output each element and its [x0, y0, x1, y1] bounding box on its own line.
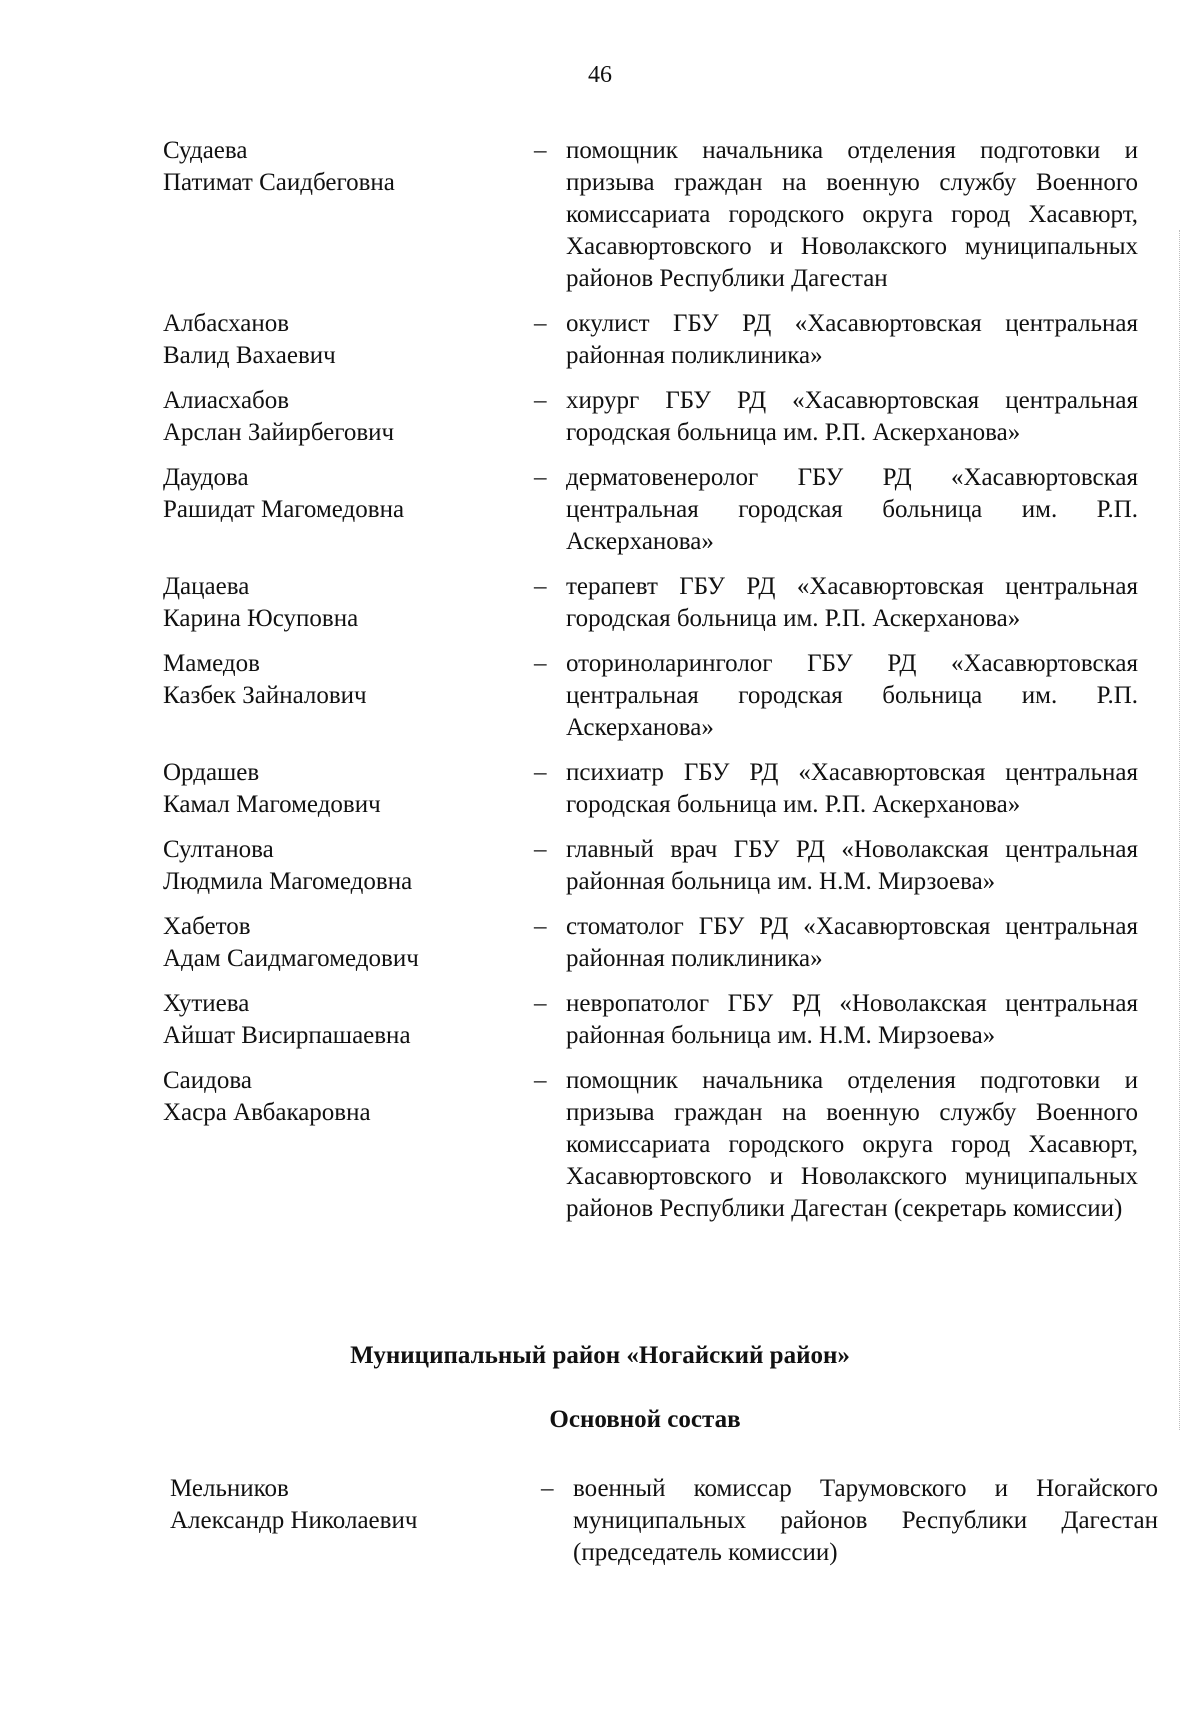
name-column — [170, 1473, 510, 1537]
given-names: Людмила Магомедовна — [163, 868, 413, 895]
name-column — [0, 308, 503, 372]
dash: – — [534, 573, 547, 600]
name-column — [0, 988, 503, 1052]
surname: Дацаева — [163, 573, 250, 600]
position-description: стоматолог ГБУ РД «Хасавюртовская центральная районная поликлиника» — [566, 913, 1138, 972]
dash: – — [534, 913, 547, 940]
position-description: помощник начальника отделения подготовки и призыва граждан на военную службу Военного комиссариата городского округа город Хасавюрт, Хасавюртовского и Новолакского муниципальных районов Республики Дагестан (секретарь комиссии) — [566, 1067, 1138, 1222]
name-column — [0, 757, 503, 821]
name-column — [0, 462, 503, 558]
given-names: Патимат Саидбеговна — [163, 169, 395, 196]
position-description: окулист ГБУ РД «Хасавюртовская центральная районная поликлиника» — [566, 310, 1138, 369]
surname: Саидова — [163, 1067, 252, 1094]
position-description: хирург ГБУ РД «Хасавюртовская центральная городская больница им. Р.П. Аскерханова» — [566, 387, 1138, 446]
position-description: терапевт ГБУ РД «Хасавюртовская центральная городская больница им. Р.П. Аскерханова» — [566, 573, 1138, 632]
position-description: невропатолог ГБУ РД «Новолакская центральная районная больница им. Н.М. Мирзоева» — [566, 990, 1138, 1049]
scan-edge-marks — [1177, 230, 1180, 1430]
dash: – — [534, 1067, 547, 1094]
dash: – — [534, 464, 547, 491]
surname: Мамедов — [163, 650, 260, 677]
position-description: дерматовенеролог ГБУ РД «Хасавюртовская центральная городская больница им. Р.П. Аскерханова» — [566, 464, 1138, 555]
surname: Хутиева — [163, 990, 250, 1017]
section-title: Муниципальный район «Ногайский район» — [350, 1342, 850, 1369]
surname: Даудова — [163, 464, 249, 491]
surname: Алиасхабов — [163, 387, 290, 414]
member-entry — [0, 308, 1200, 372]
dash: – — [534, 836, 547, 863]
dash: – — [541, 1475, 554, 1502]
given-names: Рашидат Магомедовна — [163, 496, 405, 523]
position-description: военный комиссар Тарумовского и Ногайского муниципальных районов Республики Дагестан (председатель комиссии) — [573, 1475, 1158, 1566]
given-names: Валид Вахаевич — [163, 342, 336, 369]
given-names: Александр Николаевич — [170, 1507, 418, 1534]
surname: Албасханов — [163, 310, 290, 337]
given-names: Адам Саидмагомедович — [163, 945, 419, 972]
given-names: Карина Юсуповна — [163, 605, 359, 632]
dash: – — [534, 387, 547, 414]
given-names: Арслан Зайирбегович — [163, 419, 395, 446]
name-column — [0, 648, 503, 744]
page-number: 46 — [588, 62, 612, 88]
member-entry — [0, 571, 1200, 635]
name-column — [0, 135, 503, 295]
given-names: Казбек Зайналович — [163, 682, 367, 709]
dash: – — [534, 759, 547, 786]
member-entry — [0, 988, 1200, 1052]
given-names: Камал Магомедович — [163, 791, 381, 818]
dash: – — [534, 137, 547, 164]
surname: Судаева — [163, 137, 248, 164]
name-column — [0, 911, 503, 975]
position-description: психиатр ГБУ РД «Хасавюртовская центральная городская больница им. Р.П. Аскерханова» — [566, 759, 1138, 818]
position-description: помощник начальника отделения подготовки и призыва граждан на военную службу Военного комиссариата городского округа город Хасавюрт, Хасавюртовского и Новолакского муниципальных районов Республики Дагестан — [566, 137, 1138, 292]
position-description: оториноларинголог ГБУ РД «Хасавюртовская центральная городская больница им. Р.П. Аскерханова» — [566, 650, 1138, 741]
member-entry — [0, 757, 1200, 821]
member-entry — [0, 834, 1200, 898]
member-entry — [0, 135, 1200, 295]
name-column — [0, 834, 503, 898]
name-column — [0, 571, 503, 635]
position-description: главный врач ГБУ РД «Новолакская центральная районная больница им. Н.М. Мирзоева» — [566, 836, 1138, 895]
name-column — [0, 385, 503, 449]
member-entry — [0, 1065, 1200, 1225]
surname: Мельников — [170, 1475, 289, 1502]
dash: – — [534, 310, 547, 337]
subsection-title: Основной состав — [549, 1406, 741, 1433]
given-names: Айшат Висирпашаевна — [163, 1022, 411, 1049]
member-entry — [0, 462, 1200, 558]
member-entry — [0, 648, 1200, 744]
member-entry — [0, 385, 1200, 449]
dash: – — [534, 990, 547, 1017]
surname: Хабетов — [163, 913, 251, 940]
member-entry — [0, 911, 1200, 975]
surname: Ордашев — [163, 759, 260, 786]
given-names: Хасра Авбакаровна — [163, 1099, 371, 1126]
surname: Султанова — [163, 836, 274, 863]
member-list — [0, 135, 1200, 1238]
name-column — [0, 1065, 503, 1225]
dash: – — [534, 650, 547, 677]
